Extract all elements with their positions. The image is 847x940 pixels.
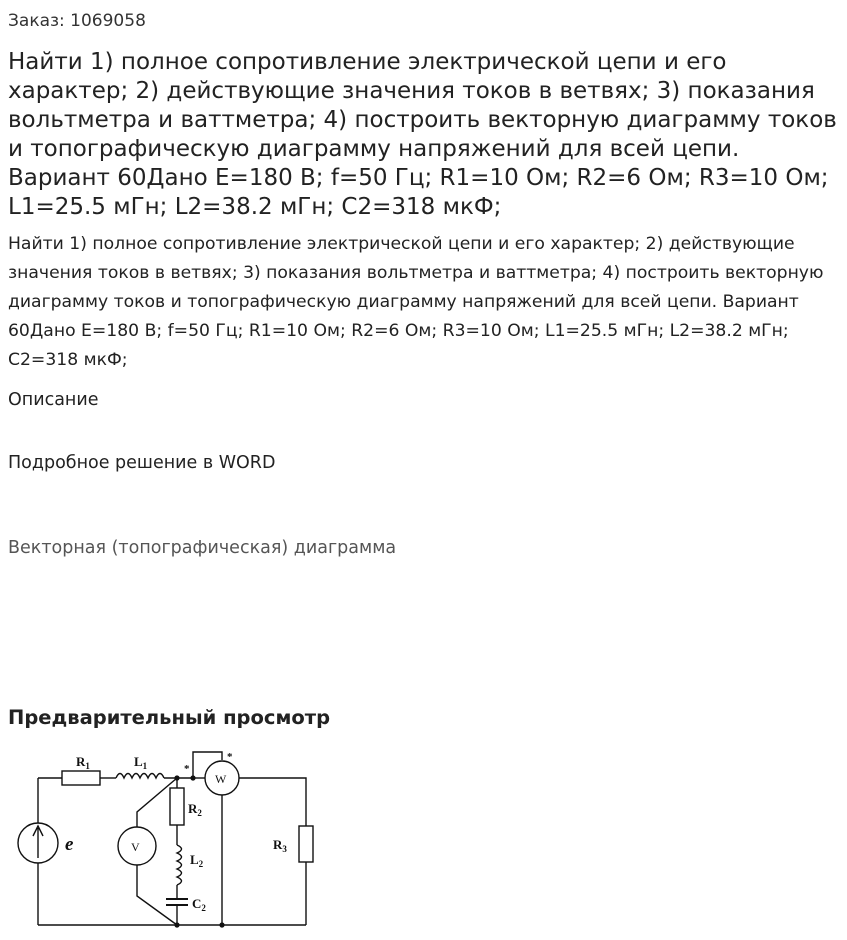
description-heading: Описание — [8, 390, 99, 410]
capacitor-c2 — [166, 899, 188, 905]
order-number: Заказ: 1069058 — [8, 11, 146, 31]
preview-heading: Предварительный просмотр — [8, 706, 331, 729]
label-r2: $R_2$ — [188, 801, 202, 818]
label-r1: $R_1$ — [76, 754, 90, 771]
page-title: Найти 1) полное сопротивление электрической цепи и его характер; 2) действующие значения токов в ветвях; 3) показания вольтметра и ваттметра; 4) построить векторную диаграмму токов и топографическую диаграмму напряжений для всей цепи. Вариант 60Дано E=180 В; f=50 Гц; R1=10 Ом; R2=6 Ом; R3=10 Ом; L1=25.5 мГн; L2=38.2 мГн; C2=318 мкФ; — [8, 49, 837, 220]
voltmeter-lead-bottom — [137, 865, 177, 925]
label-l1: $L_1$ — [134, 754, 148, 771]
wire-top-right — [239, 778, 306, 826]
wattmeter-star-current: * — [184, 763, 190, 775]
inductor-l1 — [116, 774, 164, 779]
resistor-r2 — [170, 788, 184, 825]
description-body: Подробное решение в WORD — [8, 453, 276, 473]
circuit-diagram — [0, 738, 340, 938]
task-text: Найти 1) полное сопротивление электрической цепи и его характер; 2) действующие значения токов в ветвях; 3) показания вольтметра и ваттметра; 4) построить векторную диаграмму токов и топографическую диаграмму напряжений для всей цепи. Вариант 60Дано E=180 В; f=50 Гц; R1=10 Ом; R2=6 Ом; R3=10 Ом; L1=25.5 мГн; L2=38.2 мГн; C2=318 мкФ; — [8, 234, 824, 370]
voltmeter-label: V — [131, 840, 140, 854]
label-l2: $L_2$ — [190, 852, 204, 869]
resistor-r3 — [299, 826, 313, 862]
wattmeter-star-voltage: * — [227, 751, 233, 763]
label-c2: $C_2$ — [192, 896, 206, 913]
wattmeter-label: W — [215, 772, 227, 786]
source-label: e — [65, 834, 74, 855]
inductor-l2 — [177, 845, 182, 885]
resistor-r1 — [62, 771, 100, 785]
vector-diagram-link[interactable]: Векторная (топографическая) диаграмма — [8, 538, 397, 558]
label-r3: $R_3$ — [273, 837, 287, 854]
